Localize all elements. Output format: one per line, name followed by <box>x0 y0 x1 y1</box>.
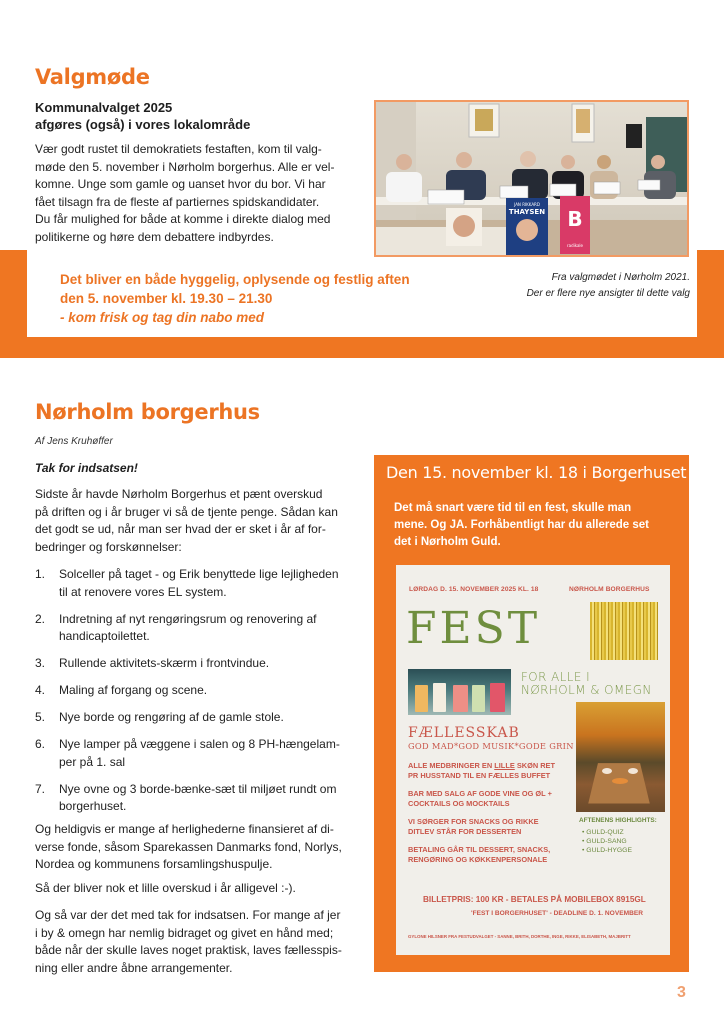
body-line: Nordea og kommunens forsamlingshuspulje. <box>35 857 273 871</box>
body-line: politikerne og høre dem debattere indbyrdes. <box>35 229 274 244</box>
item-number: 2. <box>35 611 46 626</box>
poster-faellesskab-sub: GOD MAD*GOD MUSIK*GODE GRIN <box>408 741 574 751</box>
caption-line: Fra valgmødet i Nørholm 2021. <box>551 272 690 283</box>
list-item <box>35 655 370 673</box>
valgmode-title: Valgmøde <box>35 65 150 89</box>
body-line: det godt se ud, når man ser hvad der er sket i år af for- <box>35 522 326 536</box>
caption-line: Der er flere nye ansigter til dette valg <box>526 288 690 299</box>
body-line: fået tilsagn fra de fleste af partiernes spidskandidater. <box>35 194 320 209</box>
info-text: COCKTAILS OG MOCKTAILS <box>408 798 510 808</box>
item-number: 4. <box>35 683 46 697</box>
valgmode-subtitle-line: afgøres (også) i vores lokalområde <box>35 117 251 132</box>
poster-info-item <box>408 789 578 808</box>
item-number: 7. <box>35 781 46 796</box>
info-underlined: LILLE <box>494 761 515 770</box>
body-line: ning eller andre åbne arrangementer. <box>35 960 233 975</box>
poster-faellesskab: FÆLLESSKAB <box>408 725 520 741</box>
poster-info-item <box>408 817 578 836</box>
poster-highlights-list <box>582 828 632 855</box>
body-line: både når der skulle laves noget praktisk, laves fællesspis- <box>35 943 342 957</box>
info-text: PR HUSSTAND TIL EN FÆLLES BUFFET <box>408 770 551 780</box>
item-text: handicaptoilettet. <box>59 629 150 643</box>
item-text: Solceller på taget - og Erik benyttede lige lejligheden <box>59 567 339 581</box>
body-line: på driften og i år bruger vi så de tjente penge. Sådan kan <box>35 504 338 519</box>
highlight-item: • GULD-QUIZ <box>582 828 632 837</box>
poster-info-list <box>408 761 578 864</box>
item-number: 1. <box>35 567 46 581</box>
valgmode-body <box>35 141 370 246</box>
borgerhus-para-2 <box>35 821 370 874</box>
callout-line: Det bliver en både hyggelig, oplysende og festlig aften <box>60 272 410 287</box>
list-item <box>35 682 370 700</box>
body-line: i by & omegn har nemlig bidraget og givet en hånd med; <box>35 925 334 940</box>
page-number: 3 <box>677 984 686 1001</box>
body-line: Vær godt rustet til demokratiets festaften, kom til valg- <box>35 142 322 156</box>
poster-price: BILLETPRIS: 100 KR - BETALES PÅ MOBILEBOX 8915GL <box>423 895 646 904</box>
autumn-dinner-image <box>576 702 665 812</box>
list-item <box>35 566 370 601</box>
body-line: bedringer og forskønnelser: <box>35 539 182 554</box>
poster-fest-title: FEST <box>406 603 541 654</box>
list-item <box>35 781 370 816</box>
info-text: ALLE MEDBRINGER EN <box>408 761 495 770</box>
info-text: VI SØRGER FOR SNACKS OG RIKKE <box>408 817 539 826</box>
item-text: Nye borde og rengøring af de gamle stole. <box>59 710 284 724</box>
callout-line: den 5. november kl. 19.30 – 21.30 <box>60 291 273 306</box>
party-letter: B <box>567 207 583 231</box>
valgmode-subtitle <box>35 99 250 133</box>
poster-venue: NØRHOLM BORGERHUS <box>569 586 650 593</box>
photo-caption <box>470 270 690 302</box>
list-item <box>35 611 370 646</box>
panel-debate-photo <box>374 100 689 257</box>
borgerhus-intro <box>35 486 370 556</box>
poster-highlights-title: AFTENENS HIGHLIGHTS: <box>579 817 657 824</box>
item-text: per på 1. sal <box>59 754 126 769</box>
callout-line: - kom frisk og tag din nabo med <box>60 310 265 325</box>
body-line: Sidste år havde Nørholm Borgerhus et pænt overskud <box>35 487 323 501</box>
for-alle-line: NØRHOLM & OMEGN <box>521 682 652 697</box>
info-text: DITLEV STÅR FOR DESSERTEN <box>408 826 522 836</box>
poster-name-text: THAYSEN <box>508 208 546 216</box>
byline: Af Jens Kruhøffer <box>35 436 113 447</box>
info-text: RENGØRING OG KØKKENPERSONALE <box>408 854 548 864</box>
info-text: BAR MED SALG AF GODE VINE OG ØL + <box>408 789 552 798</box>
highlight-item: • GULD-SANG <box>582 837 632 846</box>
cocktails-image <box>408 669 511 715</box>
item-text: Nye lamper på væggene i salen og 8 PH-hængelam- <box>59 737 340 751</box>
item-number: 5. <box>35 710 46 724</box>
list-item <box>35 709 370 727</box>
item-text: Rullende aktivitets-skærm i frontvindue. <box>59 656 270 670</box>
lead-heading: Tak for indsatsen! <box>35 461 138 475</box>
borgerhus-para-4 <box>35 907 370 977</box>
gold-tinsel-image <box>590 602 658 660</box>
item-text: til at renovere vores EL system. <box>59 584 227 599</box>
poster-info-item <box>408 761 578 780</box>
body-line: møde den 5. november i Nørholm borgerhus. Alle er vel- <box>35 159 335 174</box>
fest-panel-title: Den 15. november kl. 18 i Borgerhuset <box>386 463 687 482</box>
item-text: borgerhuset. <box>59 799 127 813</box>
fest-poster <box>396 565 670 955</box>
item-number: 3. <box>35 656 46 670</box>
poster-for-alle <box>521 670 652 696</box>
item-text: Indretning af nyt rengøringsrum og renovering af <box>59 611 317 626</box>
for-alle-line: FOR ALLE I <box>521 669 591 684</box>
body-line: Og heldigvis er mange af herlighederne finansieret af di- <box>35 822 334 836</box>
poster-date: LØRDAG D. 15. NOVEMBER 2025 KL. 18 <box>409 586 539 593</box>
poster-info-item <box>408 845 578 864</box>
body-line: komne. Unge som gamle og uanset hvor du bor. Vi har <box>35 177 326 191</box>
list-item <box>35 736 370 771</box>
body-line: verse fonde, såsom Sparekassen Danmarks fond, Norlys, <box>35 839 342 854</box>
debate-photo-illustration <box>376 102 687 255</box>
item-number: 6. <box>35 737 46 751</box>
highlight-item: • GULD-HYGGE <box>582 846 632 855</box>
valgmode-subtitle-line: Kommunalvalget 2025 <box>35 100 173 115</box>
borgerhus-title: Nørholm borgerhus <box>35 400 260 424</box>
improvements-list <box>35 566 370 825</box>
poster-top-text: JAN RIKKARD <box>514 202 540 207</box>
item-text: Maling af forgang og scene. <box>59 683 208 697</box>
body-line: Og så var der det med tak for indsatsen. For mange af jer <box>35 908 341 922</box>
party-text: radikale <box>566 243 584 248</box>
item-text: Nye ovne og 3 borde-bænke-sæt til miljøet rundt om <box>59 781 337 796</box>
orange-band-bottom <box>0 337 724 358</box>
poster-deadline: 'FEST I BORGERHUSET' - DEADLINE D. 1. NOVEMBER <box>471 910 644 917</box>
info-text: SKØN RET <box>514 761 556 770</box>
poster-greeting: GYLONE HILSNER FRA FESTUDVALGET - SANNE, BRITH, DORTHE, INGE, RIKKE, ELISABETH, MAJBRITT <box>408 934 631 939</box>
panel-body-line: Det må snart være tid til en fest, skulle man <box>394 502 632 514</box>
info-text: BETALING GÅR TIL DESSERT, SNACKS, <box>408 845 551 854</box>
borgerhus-para-3: Så der bliver nok et lille overskud i år alligevel :-). <box>35 881 296 895</box>
panel-body-line: mene. Og JA. Forhåbentligt har du allerede set <box>394 519 649 531</box>
panel-body-line: det i Nørholm Guld. <box>394 536 501 548</box>
valgmode-callout <box>60 270 410 327</box>
fest-panel-body <box>394 500 649 551</box>
body-line: Du får mulighed for både at komme i direkte dialog med <box>35 212 331 226</box>
